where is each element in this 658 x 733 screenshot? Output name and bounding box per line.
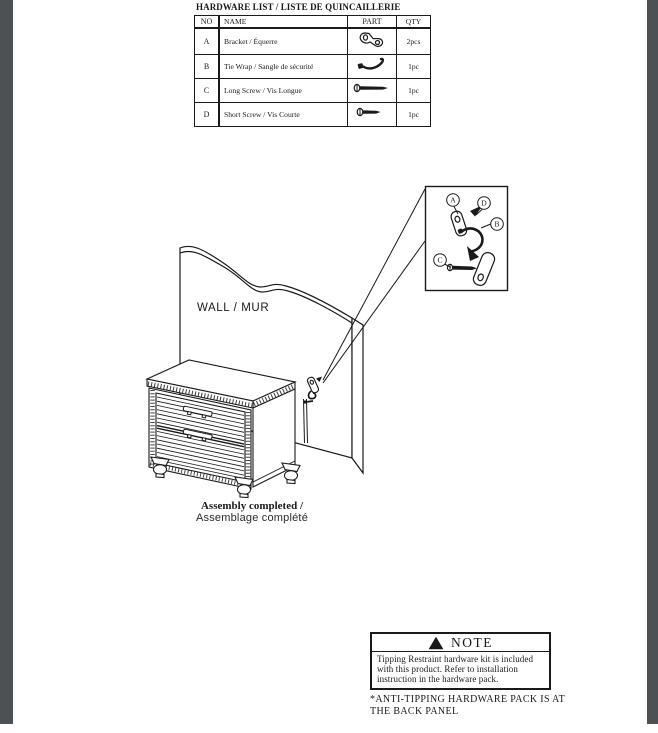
note-box <box>370 632 551 690</box>
note-title: NOTE <box>451 634 493 650</box>
callout-letter-c: C <box>437 255 443 265</box>
caption-english: Assembly completed / <box>200 500 304 512</box>
row-b-no: B <box>195 55 220 79</box>
header-cell-name: NAME <box>219 16 348 29</box>
row-d-name: Short Screw / Vis Courte <box>219 103 348 127</box>
tie-wrap-icon <box>348 55 397 79</box>
row-a-no: A <box>195 28 220 55</box>
note-header <box>372 634 549 652</box>
warning-triangle-icon <box>428 636 444 650</box>
header-cell-no: NO <box>195 16 220 29</box>
row-b-qty: 1pc <box>397 55 431 79</box>
callout-detail-box <box>426 187 508 291</box>
hardware-row-a <box>195 28 431 55</box>
row-a-qty: 2pcs <box>397 28 431 55</box>
row-c-name: Long Screw / Vis Longue <box>219 79 348 103</box>
hardware-list-table <box>194 15 431 127</box>
callout-letter-b: B <box>494 219 500 229</box>
bracket-icon <box>348 28 397 55</box>
caption-french: Assemblage complété <box>195 512 309 524</box>
hardware-row-d <box>195 103 431 127</box>
svg-text:!: ! <box>434 639 438 650</box>
note-body-text: Tipping Restraint hardware kit is included with this product. Refer to installation instruction in the hardware pack. <box>377 654 534 685</box>
footnote-line2: THE BACK PANEL <box>370 705 459 717</box>
nightstand <box>147 360 300 498</box>
anti-tipping-footnote <box>370 694 570 717</box>
row-d-no: D <box>195 103 220 127</box>
callout-letter-a: A <box>450 195 456 205</box>
hardware-row-c <box>195 79 431 103</box>
header-cell-part: PART <box>348 16 397 29</box>
footnote-line1: *ANTI-TIPPING HARDWARE PACK IS AT <box>370 694 566 705</box>
hardware-list-title: HARDWARE LIST / LISTE DE QUINCAILLERIE <box>196 2 401 12</box>
row-a-name: Bracket / Équerre <box>219 28 348 55</box>
assembly-caption <box>188 500 316 524</box>
hardware-row-b <box>195 55 431 79</box>
row-b-name: Tie Wrap / Sangle de sécurité <box>219 55 348 79</box>
header-cell-qty: QTY <box>397 16 431 29</box>
assembly-diagram <box>130 180 550 530</box>
callout-letter-d: D <box>481 198 487 208</box>
row-c-no: C <box>195 79 220 103</box>
short-screw-icon <box>348 103 397 127</box>
wall-label: WALL / MUR <box>197 302 270 314</box>
row-c-qty: 1pc <box>397 79 431 103</box>
hardware-header-row <box>195 16 431 29</box>
row-d-qty: 1pc <box>397 103 431 127</box>
long-screw-icon <box>348 79 397 103</box>
